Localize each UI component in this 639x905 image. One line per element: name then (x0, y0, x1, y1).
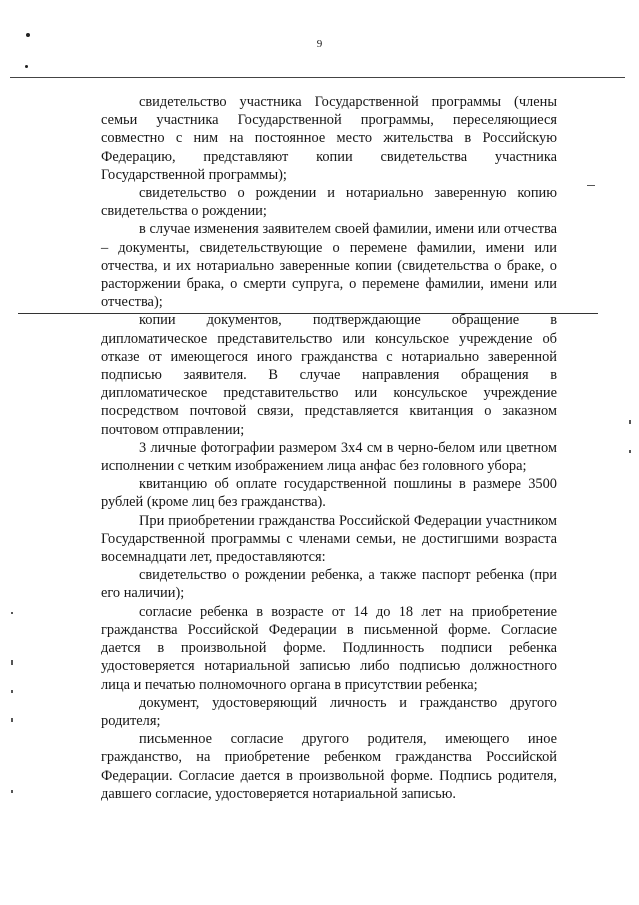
scan-edge-mark (11, 660, 13, 665)
scan-edge-mark (11, 718, 13, 722)
scan-speck-top (26, 33, 30, 37)
paragraph-name-change: в случае изменения заявителем своей фамилии, имени или отчества – документы, свидетельствующие о перемене фамилии, имени или отчества, и их нотариально заверенные копии (свидетельства о браке, о расторжении брака, о смерти супруга, о перемене фамилии, имени или отчества); (101, 221, 557, 311)
paragraph-citizenship-renunciation: копии документов, подтверждающие обращение в дипломатическое представительство или консульское учреждение об отказе от имеющегося иного гражданства с нотариально заверенной подписью заявителя. В случае направления обращения в дипломатическое представительство или консульское учреждение посредством почтовой связи, представляется квитанция о заказном почтовом отправлении; (101, 312, 557, 438)
paragraph-family-members-intro: При приобретении гражданства Российской Федерации участником Государственной программы с членами семьи, не достигшими возраста восемнадцати лет, предоставляются: (101, 512, 557, 566)
scan-edge-mark (629, 420, 631, 424)
scan-speck-mid (25, 65, 28, 68)
scan-edge-mark (587, 185, 595, 186)
page-number: 9 (316, 38, 323, 50)
document-body (101, 93, 557, 803)
paragraph-child-birth-certificate: свидетельство о рождении ребенка, а также паспорт ребенка (при его наличии); (101, 567, 557, 602)
paragraph-child-consent: согласие ребенка в возрасте от 14 до 18 лет на приобретение гражданства Российской Федерации в письменной форме. Согласие дается в произвольной форме. Подлинность подписи ребенка удостоверяется нотариальной записью либо подписью должностного лица и печатью полномочного органа в присутствии ребенка; (101, 603, 557, 693)
scan-edge-mark (629, 450, 631, 453)
paragraph-other-parent-id: документ, удостоверяющий личность и гражданство другого родителя; (101, 694, 557, 729)
header-rule (10, 77, 625, 78)
scan-edge-mark (11, 612, 13, 614)
scan-edge-mark (11, 790, 13, 793)
paragraph-program-certificate: свидетельство участника Государственной программы (члены семьи участника Государственной программы, переселяющиеся совместно с ним на постоянное место жительства в Российскую Федерацию, представляют копии свидетельства участника Государственной программы); (101, 94, 557, 183)
scan-edge-mark (11, 690, 13, 693)
paragraph-other-parent-consent: письменное согласие другого родителя, имеющего иное гражданство, на приобретение ребенком гражданства Российской Федерации. Согласие дается в произвольной форме. Подпись родителя, давшего согласие, удостоверяется нотариальной записью. (101, 731, 557, 802)
paragraph-state-fee: квитанцию об оплате государственной пошлины в размере 3500 рублей (кроме лиц без гражданства). (101, 476, 557, 511)
paragraph-photographs: 3 личные фотографии размером 3x4 см в черно-белом или цветном исполнении с четким изображением лица анфас без головного убора; (101, 439, 557, 475)
paragraph-birth-certificate: свидетельство о рождении и нотариально заверенную копию свидетельства о рождении; (101, 185, 557, 220)
